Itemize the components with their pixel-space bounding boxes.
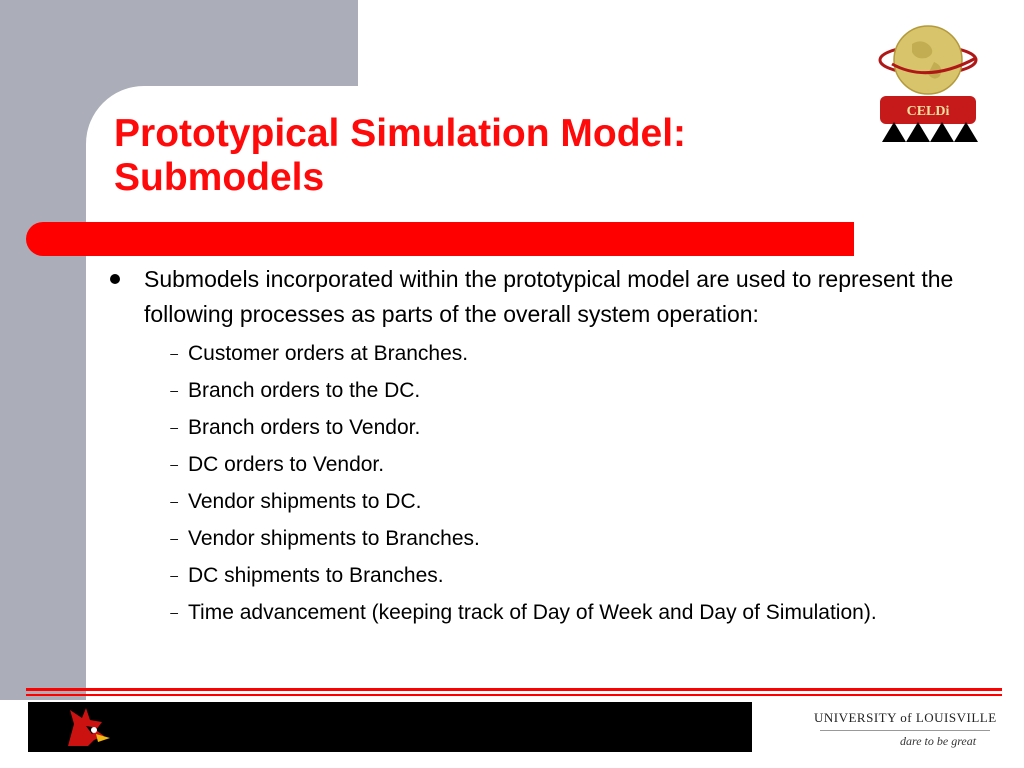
university-logo-panel [752,702,1004,752]
celdi-logo-text: CELDi [906,104,950,119]
slide-title [114,112,834,200]
university-tagline: dare to be great [900,734,977,748]
main-bullet-text: Submodels incorporated within the prototypical model are used to represent the following processes as parts of the overall system operation: [144,266,954,327]
bullet-dot-icon [110,274,120,284]
sub-bullet-text: Vendor shipments to DC. [188,490,422,513]
sub-bullet-dash: – [170,530,178,546]
sub-bullet-dash: – [170,345,178,361]
sub-bullet-dash: – [170,493,178,509]
sub-bullet-item [106,338,986,369]
sub-bullet-text: Time advancement (keeping track of Day of Week and Day of Simulation). [188,601,877,624]
sub-bullet-item [106,597,986,628]
slide-title-line2: Submodels [114,156,325,199]
sub-bullet-item [106,523,986,554]
slide-body [106,262,986,634]
sub-bullet-dash: – [170,382,178,398]
sub-bullet-dash: – [170,604,178,620]
university-name: UNIVERSITY of LOUISVILLE [814,710,997,725]
sub-bullet-dash: – [170,419,178,435]
sub-bullet-text: DC orders to Vendor. [188,453,385,476]
footer-rule-bottom [26,694,1002,696]
sub-bullet-text: Vendor shipments to Branches. [188,527,480,550]
sub-bullet-text: DC shipments to Branches. [188,564,444,587]
university-rule [820,730,990,731]
celdi-globe-logo [872,22,982,144]
sub-bullet-item [106,560,986,591]
sub-bullet-item [106,412,986,443]
main-bullet [106,262,986,332]
sub-bullet-text: Branch orders to the DC. [188,379,421,402]
sub-bullet-list [106,338,986,628]
slide-title-line1: Prototypical Simulation Model: [114,112,687,155]
sub-bullet-item [106,375,986,406]
sub-bullet-dash: – [170,567,178,583]
sub-bullet-item [106,486,986,517]
footer-rule-top [26,688,1002,691]
sub-bullet-item [106,449,986,480]
sub-bullet-dash: – [170,456,178,472]
sub-bullet-text: Customer orders at Branches. [188,342,469,365]
title-divider-bar [26,222,854,256]
sub-bullet-text: Branch orders to Vendor. [188,416,421,439]
cardinal-mascot-icon [64,706,112,748]
